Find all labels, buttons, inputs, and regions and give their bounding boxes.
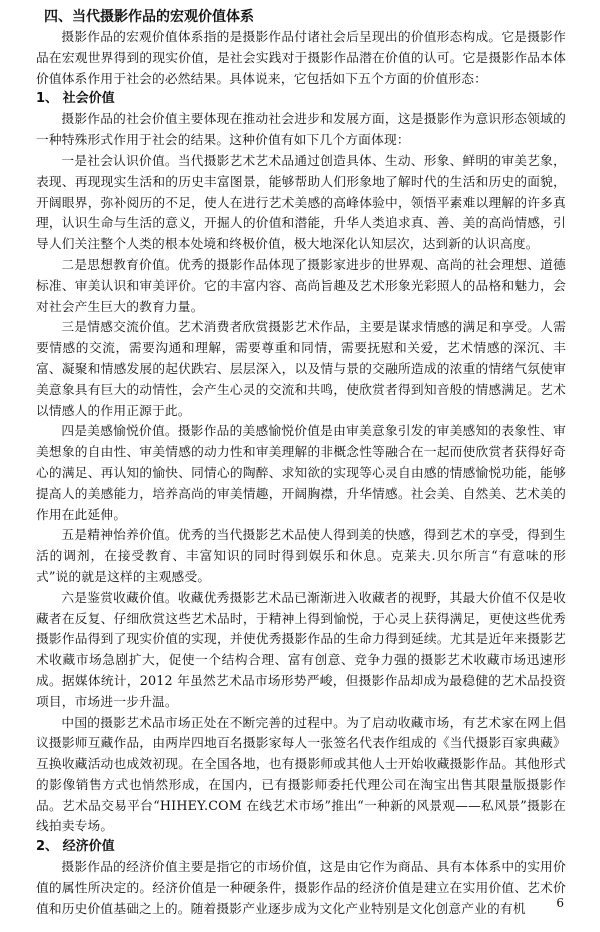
social-value-intro-paragraph: 摄影作品的社会价值主要体现在推动社会进步和发展方面，这是摄影作为意识形态领域的一种特殊形式作用于社会的结果。这种价值有如下几个方面体现： <box>36 111 566 148</box>
document-page <box>36 8 566 920</box>
emotional-exchange-value-paragraph: 三是情感交流价值。艺术消费者欣赏摄影艺术作品，主要是谋求情感的满足和享受。人需要情感的交流，需要沟通和理解，需要尊重和同情，需要抚慰和关爱，艺术情感的深沉、丰富、凝聚和情感发展的起伏跌宕、层层深入，以及情与景的交融所造成的浓重的情绪气氛使审美意象具有巨大的动情性，会产生心灵的交流和共鸣，使欣赏者得到知音般的情感满足。艺术以情感人的作用正源于此。 <box>36 319 566 418</box>
subsection-title-economic-value: 2、 经济价值 <box>36 839 115 855</box>
page-number: 6 <box>556 896 564 910</box>
education-value-paragraph: 二是思想教育价值。优秀的摄影作品体现了摄影家进步的世界观、高尚的社会理想、道德标准、审美认识和审美评价。它的丰富内容、高尚旨趣及艺术形象光彩照人的品格和魅力，会对社会产生巨大的教育力量。 <box>36 256 566 314</box>
intro-paragraph: 摄影作品的宏观价值体系指的是摄影作品付诸社会后呈现出的价值形态构成。它是摄影作品在宏观世界得到的现实价值，是社会实践对于摄影作品潜在价值的认可。它是摄影作品本体价值体系作用于社会的必然结果。具体说来，它包括如下五个方面的价值形态： <box>36 29 566 86</box>
collection-value-paragraph: 六是鉴赏收藏价值。收藏优秀摄影艺术品已渐渐进入收藏者的视野，其最大价值不仅是收藏者在反复、仔细欣赏这些艺术品时，于精神上得到愉悦，于心灵上获得满足，更使这些优秀摄影作品得到了现实价值的实现，并使优秀摄影作品的生命力得到延续。尤其是近年来摄影艺术收藏市场急剧扩大，促使一个结构合理、富有创意、竞争力强的摄影艺术收藏市场迅速形成。据媒体统计，2012 年虽然艺术品市场形势严峻，但摄影作品却成为最稳健的艺术品投资项目，市场进一步升温。 <box>36 589 566 709</box>
section-title: 四、当代摄影作品的宏观价值体系 <box>44 9 254 25</box>
subsection-title-social-value: 1、 社会价值 <box>36 91 115 107</box>
aesthetic-pleasure-value-paragraph: 四是美感愉悦价值。摄影作品的美感愉悦价值是由审美意象引发的审美感知的表象性、审美想象的自由性、审美情感的动力性和审美理解的非概念性等融合在一起而使欣赏者获得好奇心的满足、再认知的愉快、同情心的陶醉、求知欲的实现等心灵自由感的情感愉悦功能，能够提高人的美感能力，培养高尚的审美情趣，开阔胸襟，升华情感。社会美、自然美、艺术美的作用在此延伸。 <box>36 423 566 522</box>
cognitive-value-paragraph: 一是社会认识价值。当代摄影艺术艺术品通过创造具体、生动、形象、鲜明的审美艺象，表现、再现现实生活和的历史丰富图景，能够帮助人们形象地了解时代的生活和历史的面貌，开阔眼界，弥补阅历的不足，使人在进行艺术美感的高峰体验中，领悟平素难以理解的许多真理，认识生命与生活的意义，开掘人的价值和潜能，升华人类追求真、善、美的高尚情感，引导人们关注整个人类的根本处境和终极价值，极大地深化认知层次，达到新的认识高度。 <box>36 152 566 252</box>
spiritual-value-paragraph: 五是精神怡养价值。优秀的当代摄影艺术品使人得到美的快感，得到艺术的享受，得到生活的调剂，在接受教育、丰富知识的同时得到娱乐和休息。克莱夫.贝尔所言“有意味的形式”说的就是这样的主观感受。 <box>36 527 566 584</box>
economic-value-paragraph: 摄影作品的经济价值主要是指它的市场价值，这是由它作为商品、具有本体系中的实用价值的属性所决定的。经济价值是一种硬条件，摄影作品的经济价值是建立在实用价值、艺术价值和历史价值基础之上的。随着摄影产业逐步成为文化产业特别是文化创意产业的有机 <box>36 859 566 916</box>
chinese-market-paragraph: 中国的摄影艺术品市场正处在不断完善的过程中。为了启动收藏市场，有艺术家在网上倡议摄影师互藏作品，由两岸四地百名摄影家每人一张签名代表作组成的《当代摄影百家典藏》互换收藏活动也成效初现。在全国各地，也有摄影师或其他人士开始收藏摄影作品。其他形式的影像销售方式也悄然形成，在国内，已有摄影师委托代理公司在淘宝出售其限量版摄影作品。艺术品交易平台“HIHEY.COM 在线艺术市场”推出“一种新的风景观——私风景”摄影在线拍卖专场。 <box>36 714 566 834</box>
